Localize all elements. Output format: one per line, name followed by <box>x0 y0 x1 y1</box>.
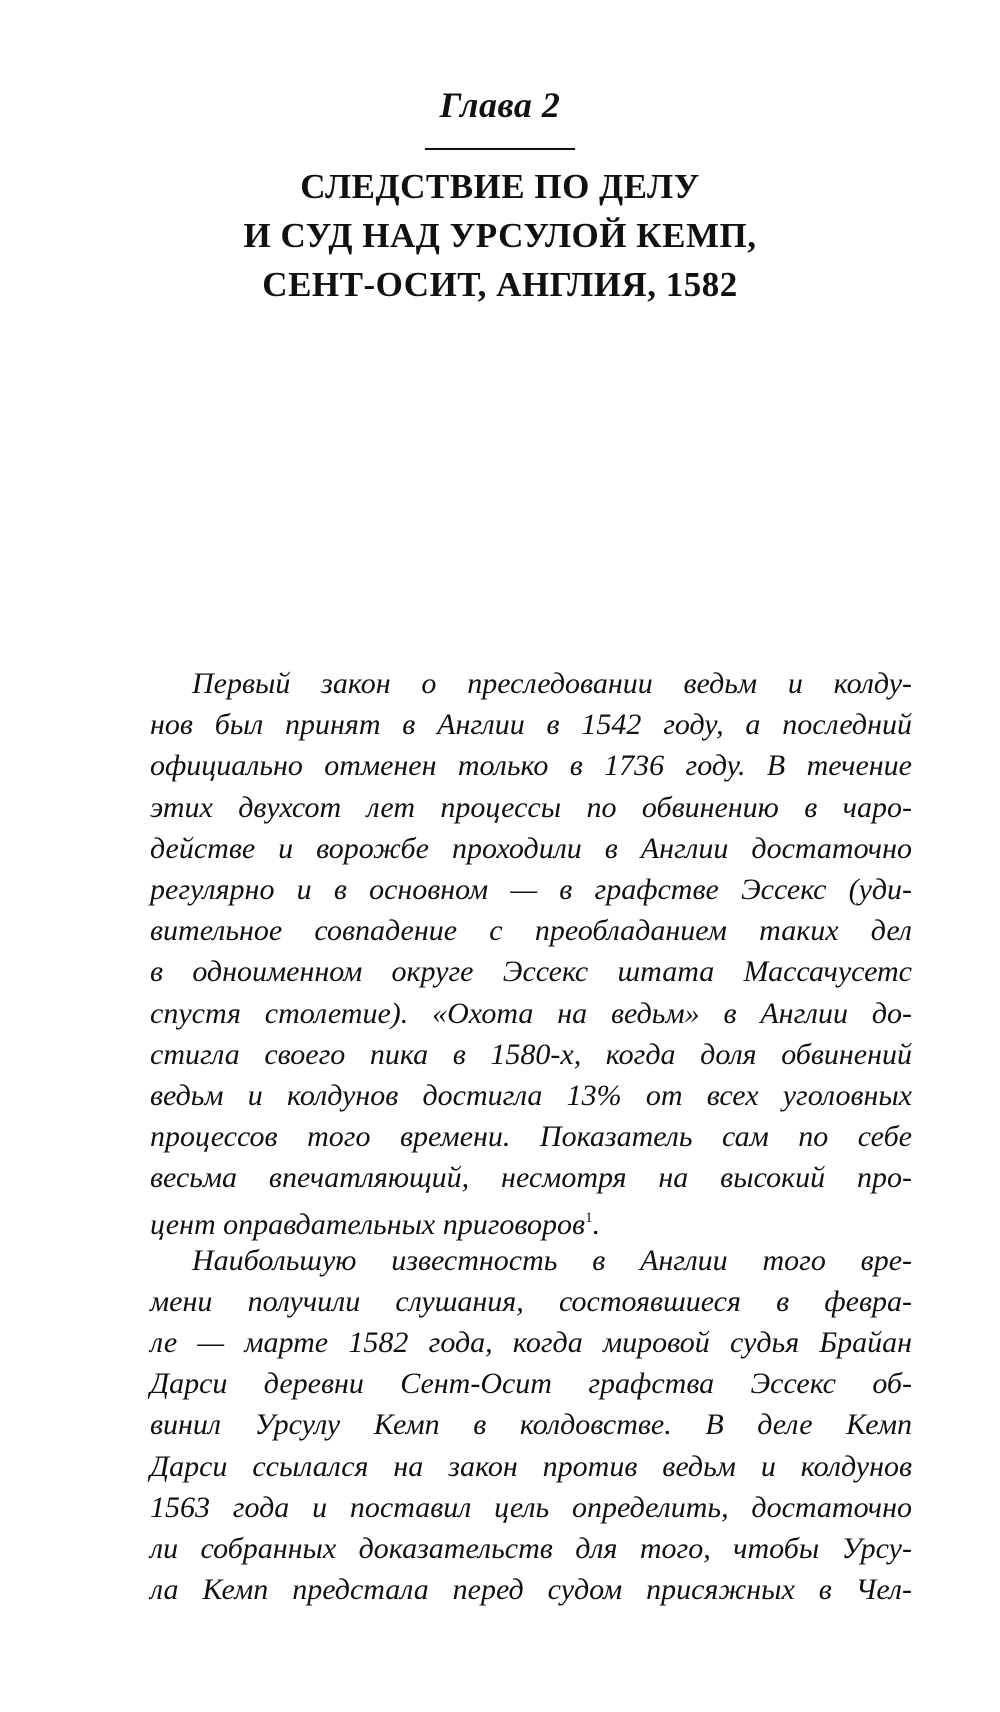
chapter-title-line: СЛЕДСТВИЕ ПО ДЕЛУ <box>300 167 700 206</box>
paragraph-line: стигла своего пика в 1580-х, когда доля обвинений <box>150 1037 912 1071</box>
paragraph-line: официально отменен только в 1736 году. В течение <box>150 749 912 783</box>
paragraph-line: в одноименном округе Эссекс штата Массачусетс <box>150 955 912 989</box>
chapter-title-line: СЕНТ-ОСИТ, АНГЛИЯ, 1582 <box>262 265 738 304</box>
paragraph-line-text: цент оправдательных приговоров <box>150 1208 586 1242</box>
paragraph-line: этих двухсот лет процессы по обвинению в чаро- <box>150 790 912 824</box>
paragraph-line: мени получили слушания, состоявшиеся в февра- <box>150 1284 912 1318</box>
paragraph-line: Дарси ссылался на закон против ведьм и колдунов <box>150 1449 912 1483</box>
paragraph-last-line <box>150 1198 912 1242</box>
paragraph-line: действе и ворожбе проходили в Англии достаточно <box>150 831 912 865</box>
paragraph-line: ли собранных доказательств для того, чтобы Урсу- <box>150 1531 912 1565</box>
chapter-title <box>0 162 1000 309</box>
sentence-end: . <box>592 1208 601 1242</box>
paragraph-line: 1563 года и поставил цель определить, достаточно <box>150 1490 912 1524</box>
paragraph-line: процессов того времени. Показатель сам по себе <box>150 1120 912 1154</box>
paragraph-line: Дарси деревни Сент-Осит графства Эссекс об- <box>150 1367 912 1401</box>
paragraph-line: ле — марте 1582 года, когда мировой судья Брайан <box>150 1326 912 1359</box>
paragraph-line: Первый закон о преследовании ведьм и колду- <box>192 667 912 700</box>
paragraph-line: ведьм и колдунов достигла 13% от всех уголовных <box>150 1078 912 1112</box>
chapter-divider <box>425 148 575 150</box>
body-text <box>150 663 912 1610</box>
paragraph-line: регулярно и в основном — в графстве Эссекс (уди- <box>150 872 912 906</box>
paragraph-line: винил Урсулу Кемп в колдовстве. В деле Кемп <box>150 1408 912 1442</box>
paragraph-line: вительное совпадение с преобладанием таких дел <box>150 914 912 948</box>
paragraph-2 <box>150 1240 912 1611</box>
paragraph-line: Наибольшую известность в Англии того вре- <box>192 1243 912 1277</box>
chapter-label: Глава 2 <box>439 85 561 125</box>
paragraph-line: нов был принят в Англии в 1542 году, а последний <box>150 708 912 742</box>
paragraph-line: спустя столетие). «Охота на ведьм» в Англии до- <box>150 996 912 1030</box>
chapter-title-line: И СУД НАД УРСУЛОЙ КЕМП, <box>243 216 757 255</box>
paragraph-line: весьма впечатляющий, несмотря на высокий про- <box>150 1161 912 1195</box>
paragraph-line: ла Кемп предстала перед судом присяжных в Чел- <box>150 1573 912 1607</box>
footnote-marker[interactable]: 1 <box>585 1210 593 1227</box>
paragraph-1 <box>150 663 912 1240</box>
